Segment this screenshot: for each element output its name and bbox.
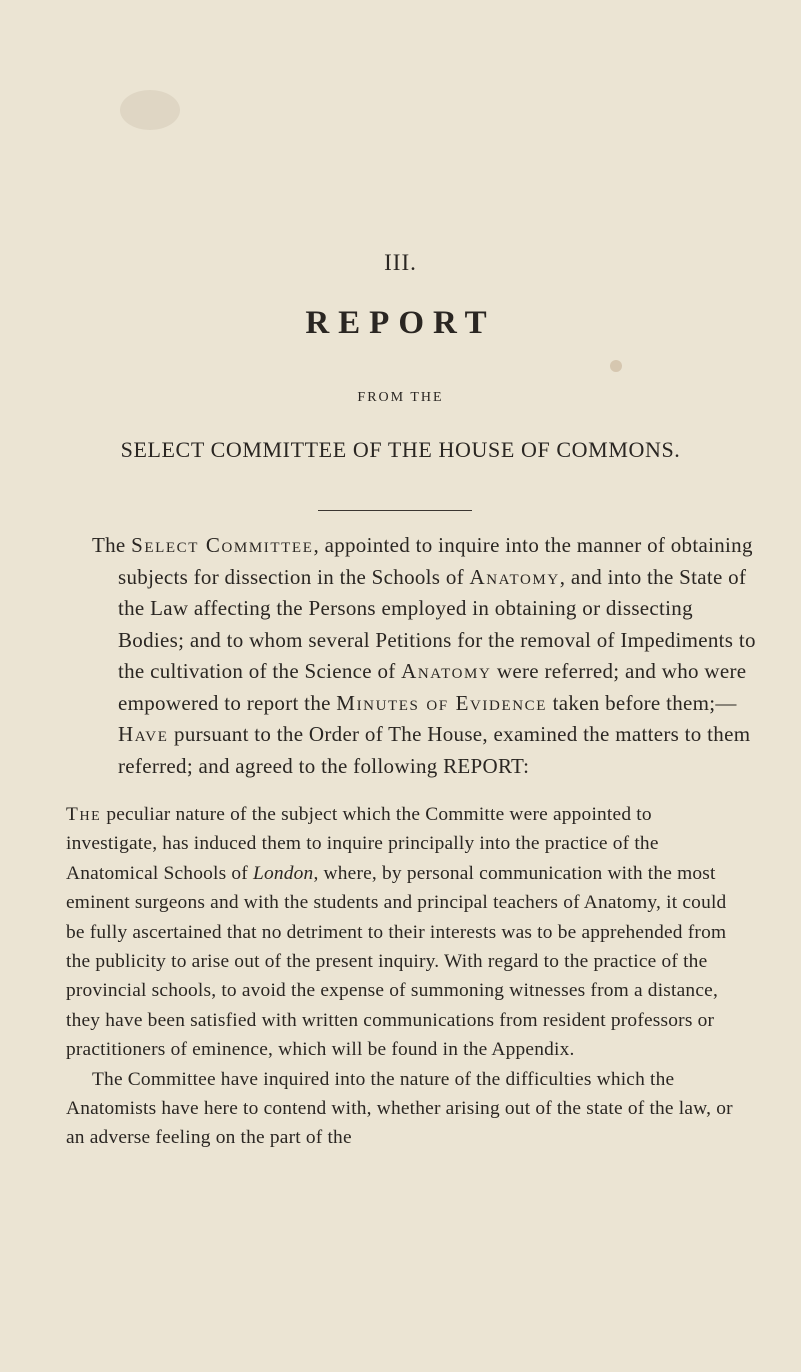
body-paragraph [66,800,746,1065]
preamble [92,530,758,782]
small-caps-run: Minutes of Evidence [336,690,548,715]
small-caps-run: Anatomy [469,564,560,589]
from-line: FROM THE [357,390,444,405]
text-run: , and into the State of the Law affecting the Persons employed in obtaining or dissecting Bodies; and to whom several Petitions for the removal of Impediments to the cultivation of the Science of [118,564,756,683]
small-caps-run: Select Committee [131,533,314,557]
preamble-paragraph [92,530,758,782]
page-folio: III. [384,250,417,275]
page-title: REPORT [305,305,496,341]
text-run: peculiar nature of the subject which the Committe were appointed to investigate, has induced them to inquire principally into the practice of the Anatomical Schools of [66,804,659,884]
text-run: taken before them;— [547,690,737,715]
divider-rule [318,510,472,511]
small-caps-run: Anatomy [401,659,492,683]
paper-stain [120,90,180,130]
text-run: , where, by personal communication with the most eminent surgeons and with the students and principal teachers of Anatomy, it could be fully ascertained that no detriment to their interests was to be apprehended from the publicity to arise out of the present inquiry. With regard to the practice of the provincial schools, to avoid the expense of summoning witnesses from a distance, they have been satisfied with written communications from resident professors or practitioners of eminence, which will be found in the Appendix. [66,862,727,1061]
committee-heading: SELECT COMMITTEE OF THE HOUSE OF COMMONS. [120,437,681,462]
body-paragraph: The Committee have inquired into the nature of the difficulties which the Anatomists have here to contend with, whether arising out of the state of the law, or an adverse feeling on the part of the [66,1068,733,1149]
small-caps-run: Have [118,722,169,746]
text-run: The [92,533,132,557]
text-run: pursuant to the Order of The House, examined the matters to them referred; and agreed to the following REPORT: [118,722,751,778]
text-run: , appointed to inquire into the manner of obtaining subjects for dissection in the Schools of [118,533,753,589]
text-run: were referred; and who were empowered to report the [118,659,747,715]
italic-run: London [252,862,314,884]
report-body [66,800,746,1153]
small-caps-run: The [66,804,102,825]
paper-stain [610,360,622,372]
